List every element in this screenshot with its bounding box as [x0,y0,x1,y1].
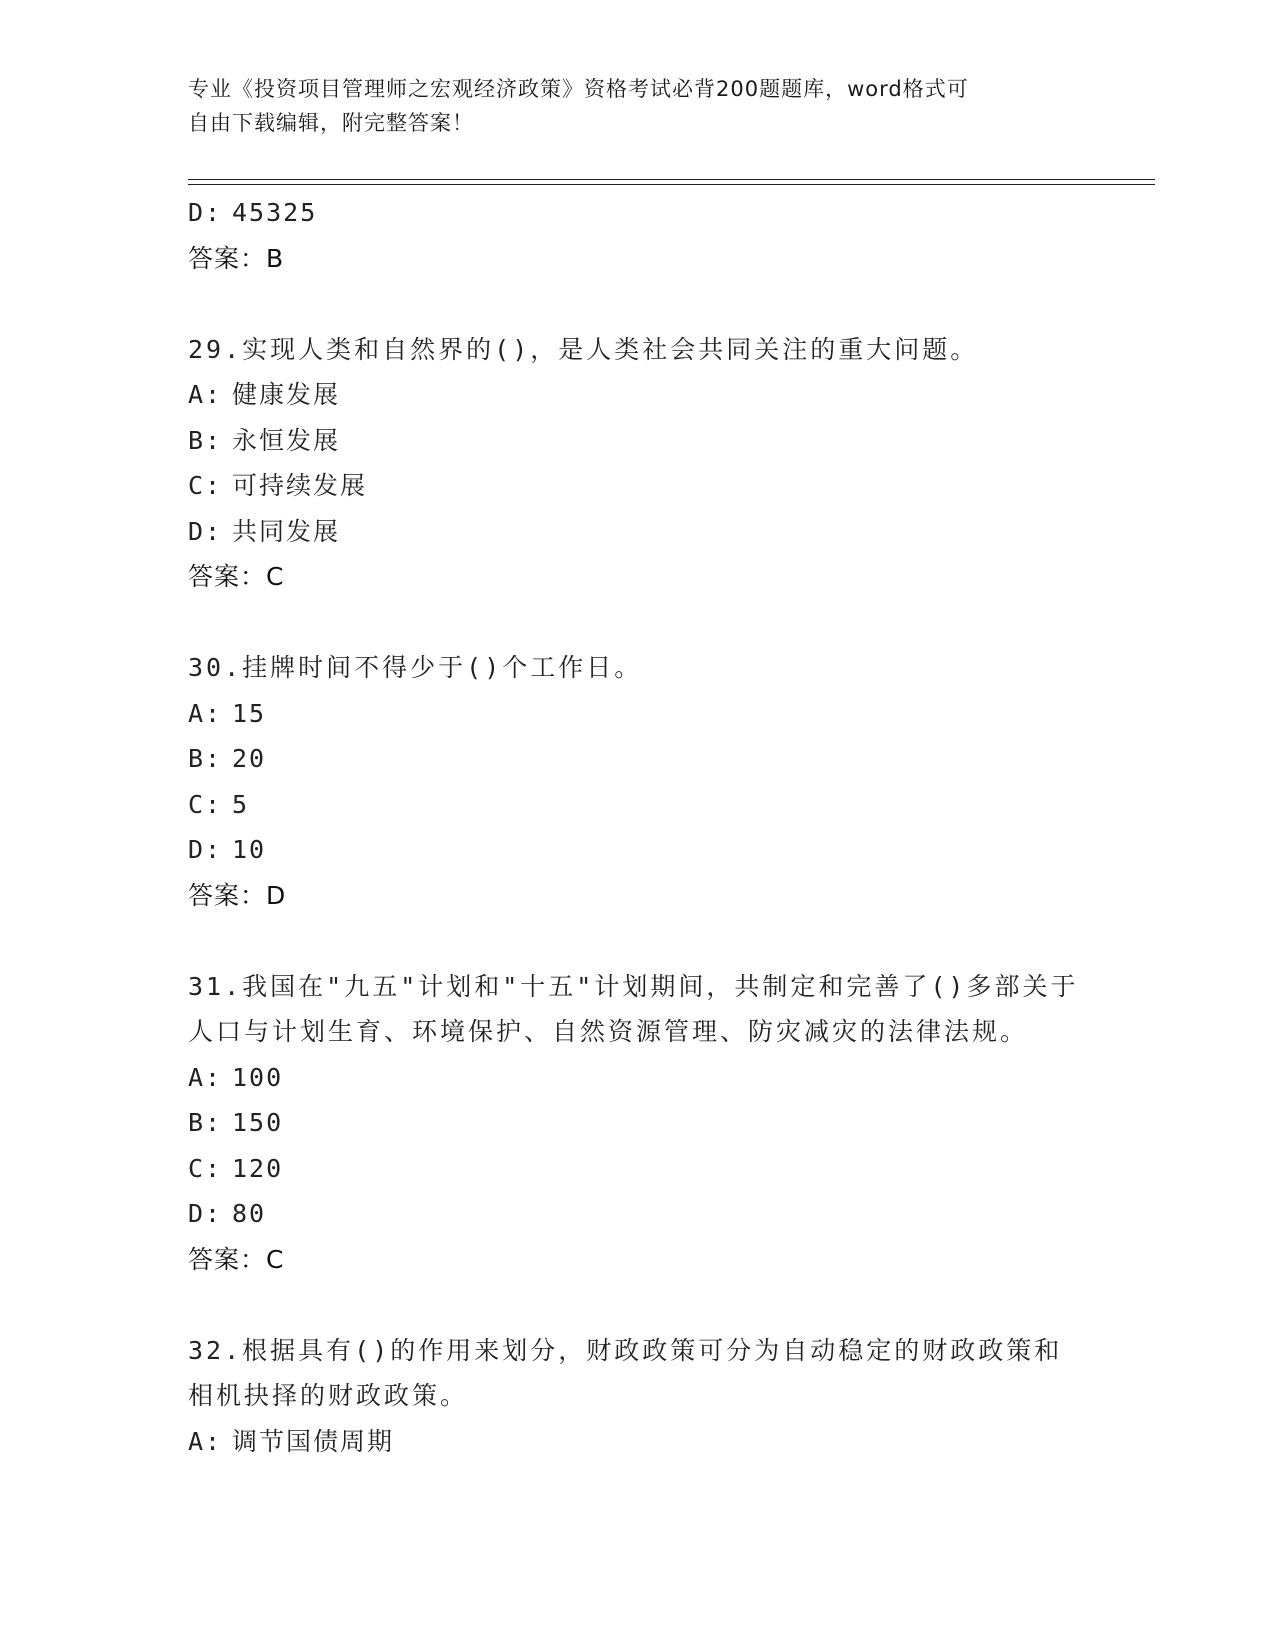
question-31-text-line-1: 31.我国在"九五"计划和"十五"计划期间，共制定和完善了()多部关于 [188,971,1079,1001]
option-text: 45325 [232,198,318,227]
option-c [188,782,1088,828]
option-text: 5 [232,789,250,819]
option-label: D: [188,198,223,227]
option-d [188,509,1088,555]
header-divider-top [188,179,1155,180]
question-32-text-line-2: 相机抉择的财政政策。 [188,1381,469,1410]
answer-line: 答案：C [188,1244,285,1274]
option-text: 10 [232,835,267,864]
answer-line: 答案：B [188,243,285,273]
question-31-text-line-2: 人口与计划生育、环境保护、自然资源管理、防灾减灾的法律法规。 [188,1017,1029,1046]
option-b [188,418,1088,464]
option-label: B: [188,425,223,455]
option-text: 100 [232,1062,284,1092]
answer-line: 答案：D [188,880,287,910]
option-label: B: [188,744,223,773]
question-list [188,190,1088,1464]
question-32-text-line-1: 32.根据具有()的作用来划分，财政政策可分为自动稳定的财政政策和 [188,1335,1063,1365]
option-label: C: [188,471,223,500]
option-text: 150 [232,1108,284,1137]
question-30-text: 30.挂牌时间不得少于()个工作日。 [188,653,643,682]
option-d [188,827,1088,873]
option-label: C: [188,789,223,819]
option-label: B: [188,1108,223,1137]
option-label: A: [188,1426,223,1456]
option-b [188,1100,1088,1146]
option-text: 调节国债周期 [232,1426,395,1456]
option-a [188,1055,1088,1101]
option-text: 可持续发展 [232,471,368,500]
option-label: D: [188,1199,223,1228]
option-text: 20 [232,744,267,773]
option-c [188,463,1088,509]
option-label: A: [188,380,223,409]
option-text: 健康发展 [232,380,341,409]
question-29-text: 29.实现人类和自然界的()，是人类社会共同关注的重大问题。 [188,334,979,364]
header-title-line-1: 专业《投资项目管理师之宏观经济政策》资格考试必背200题题库，word格式可 [188,77,969,101]
spacer [188,281,1088,327]
option-d [188,190,1088,236]
option-c [188,1146,1088,1192]
option-label: D: [188,835,223,864]
answer-line: 答案：C [188,562,285,591]
option-text: 共同发展 [232,516,341,546]
option-b [188,736,1088,782]
option-text: 120 [232,1153,284,1183]
option-a [188,372,1088,418]
spacer [188,600,1088,646]
option-a [188,691,1088,737]
option-label: A: [188,1062,223,1092]
header-title-line-2: 自由下载编辑，附完整答案！ [188,111,474,135]
option-label: A: [188,698,223,728]
option-label: D: [188,516,223,546]
spacer [188,918,1088,964]
option-text: 80 [232,1199,267,1228]
option-text: 15 [232,698,267,728]
spacer [188,1282,1088,1328]
option-d [188,1191,1088,1237]
option-a [188,1419,1088,1465]
option-label: C: [188,1153,223,1183]
page-header [188,72,1068,140]
header-divider-bottom [188,184,1155,185]
option-text: 永恒发展 [232,425,341,455]
